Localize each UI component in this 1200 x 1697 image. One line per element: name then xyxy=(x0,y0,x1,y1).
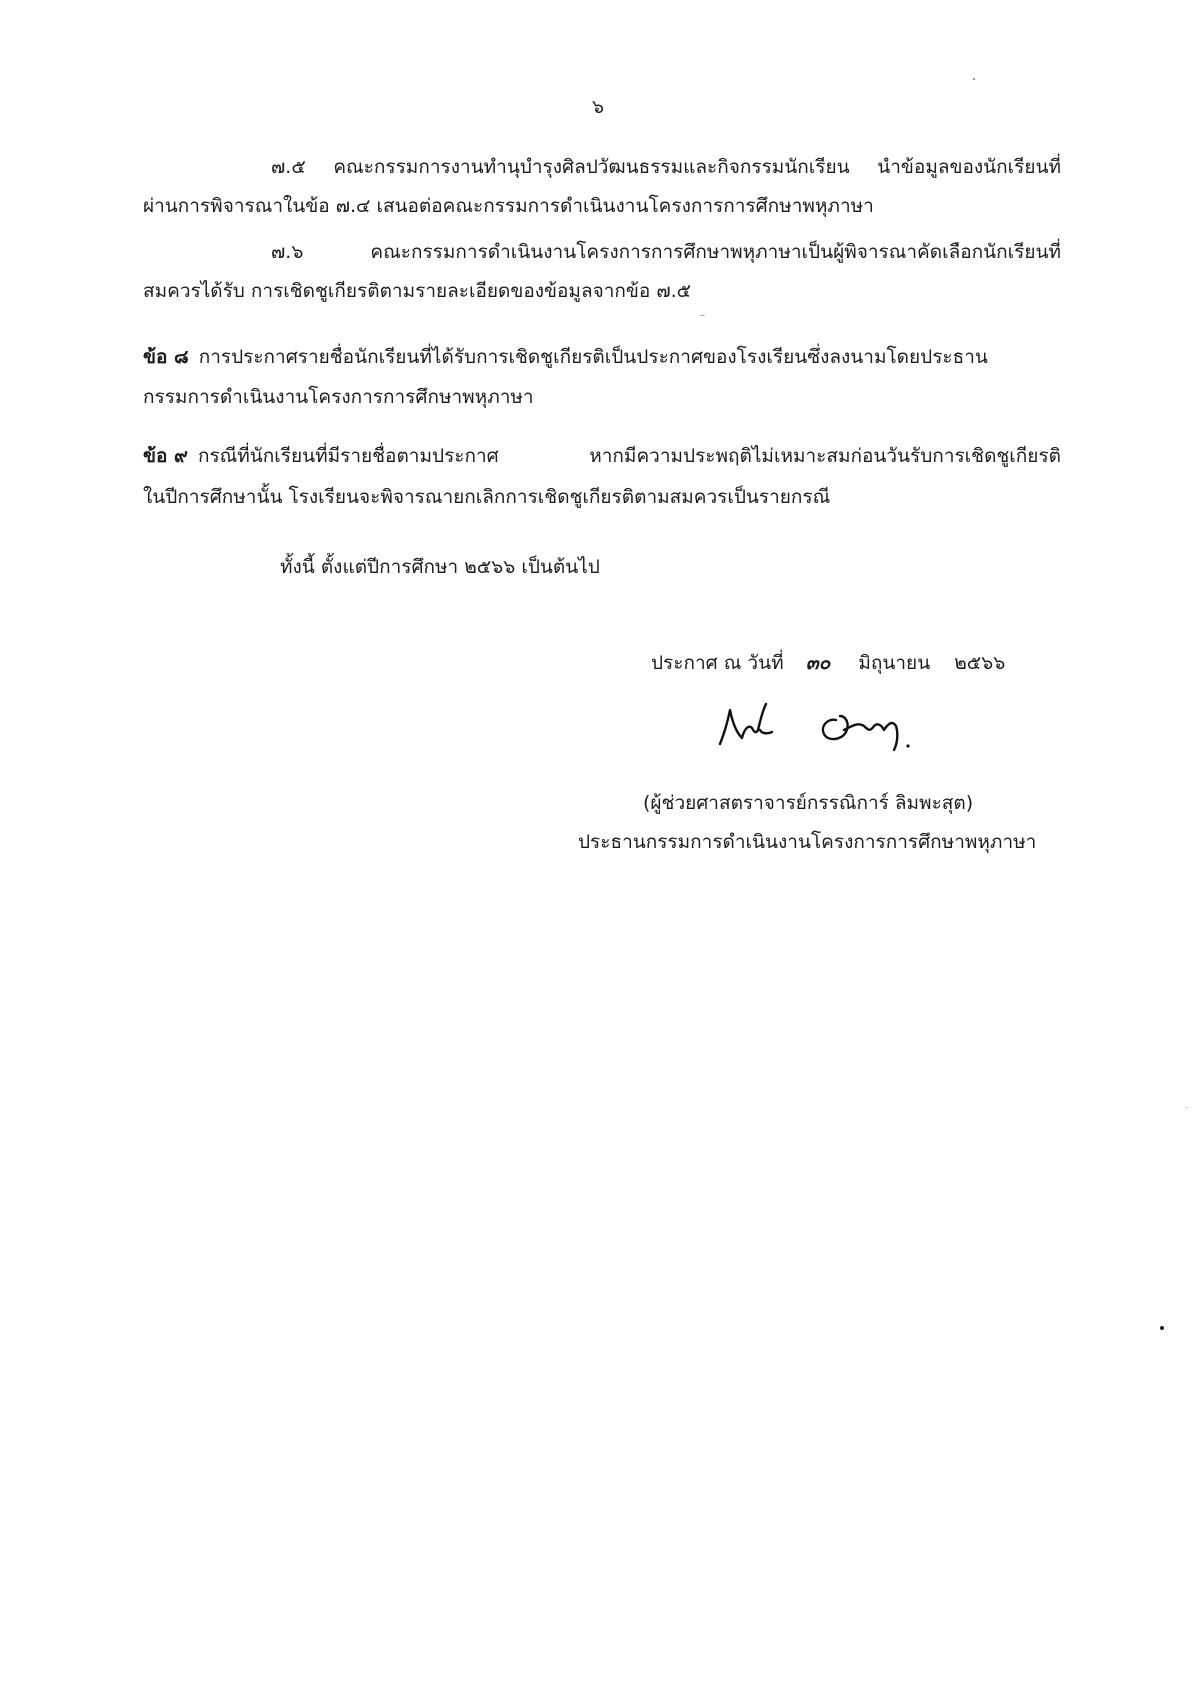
announcement-month: มิถุนายน xyxy=(858,652,931,674)
item-7-6-line-1: ๗.๖ คณะกรรมการดำเนินงานโครงการการศึกษาพหุภาษาเป็นผู้พิจารณาคัดเลือกนักเรียนที่ xyxy=(271,241,1061,263)
scan-speck xyxy=(1160,1326,1164,1330)
clause-9-line-2: ในปีการศึกษานั้น โรงเรียนจะพิจารณายกเลิกการเชิดชูเกียรติตามสมควรเป็นรายกรณี xyxy=(143,486,831,508)
effective-statement: ทั้งนี้ ตั้งแต่ปีการศึกษา ๒๕๖๖ เป็นต้นไป xyxy=(280,556,600,578)
clause-8-line-2: กรรมการดำเนินงานโครงการการศึกษาพหุภาษา xyxy=(143,386,534,408)
clause-9-text: กรณีที่นักเรียนที่มีรายชื่อตามประกาศ หากมีความประพฤติไม่เหมาะสมก่อนวันรับการเชิดชูเกียรติ xyxy=(197,445,1061,467)
announcement-date xyxy=(651,648,1005,678)
page-number: ๖ xyxy=(592,96,605,118)
clause-9-line-1 xyxy=(143,441,1061,471)
clause-9-heading: ข้อ ๙ xyxy=(143,445,188,467)
item-7-5-line-2: ผ่านการพิจารณาในข้อ ๗.๔ เสนอต่อคณะกรรมการดำเนินงานโครงการการศึกษาพหุภาษา xyxy=(143,195,874,217)
item-7-6-line-2: สมควรได้รับ การเชิดชูเกียรติตามรายละเอียดของข้อมูลจากข้อ ๗.๕ xyxy=(143,280,692,302)
signatory-name: (ผู้ช่วยศาสตราจารย์กรรณิการ์ ลิมพะสุต) xyxy=(643,792,974,814)
announcement-day: ๓๐ xyxy=(805,652,831,674)
announcement-prefix: ประกาศ ณ วันที่ xyxy=(651,652,784,674)
announcement-year: ๒๕๖๖ xyxy=(954,652,1006,674)
clause-8-heading: ข้อ ๘ xyxy=(143,346,189,368)
clause-8-text: การประกาศรายชื่อนักเรียนที่ได้รับการเชิดชูเกียรติเป็นประกาศของโรงเรียนซึ่งลงนามโดยประธาน xyxy=(198,346,988,368)
scan-speck xyxy=(700,315,705,316)
signatory-position: ประธานกรรมการดำเนินงานโครงการการศึกษาพหุภาษา xyxy=(578,831,1037,853)
scan-speck xyxy=(1185,1107,1188,1108)
handwritten-signature xyxy=(708,690,948,770)
scan-speck xyxy=(973,78,975,80)
clause-8-line-1 xyxy=(143,342,1061,372)
item-7-5-line-1: ๗.๕ คณะกรรมการงานทำนุบำรุงศิลปวัฒนธรรมและกิจกรรมนักเรียน นำข้อมูลของนักเรียนที่ xyxy=(271,156,1061,178)
